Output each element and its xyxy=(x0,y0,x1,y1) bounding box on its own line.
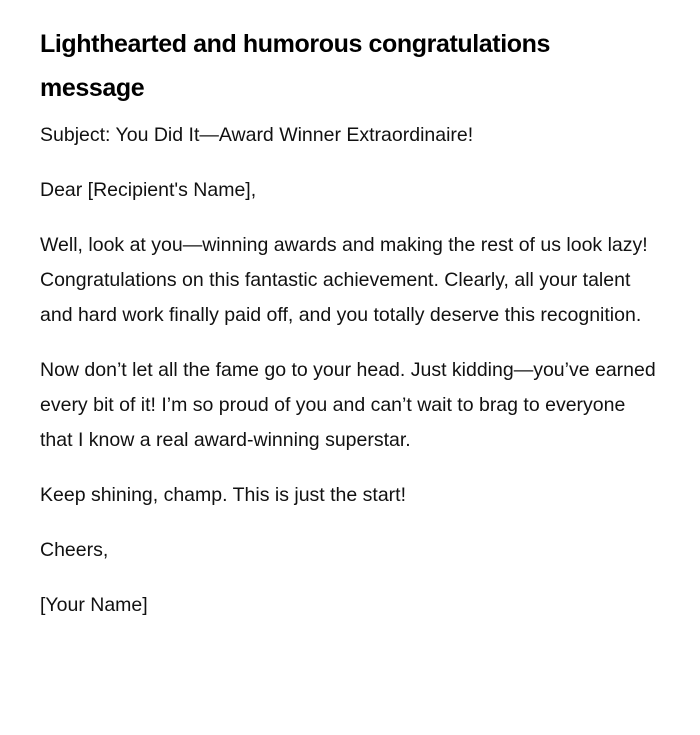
body-paragraph-2: Now don’t let all the fame go to your head. Just kidding—you’ve earned every bit of it! I’m so proud of you and can’t wait to brag to everyone that I know a real award-winning superstar. xyxy=(40,359,656,451)
signature: [Your Name] xyxy=(40,594,148,616)
closing: Cheers, xyxy=(40,539,109,561)
document-title: Lighthearted and humorous congratulations message xyxy=(40,30,551,102)
subject-line: Subject: You Did It—Award Winner Extraordinaire! xyxy=(40,124,474,146)
body-paragraph-3: Keep shining, champ. This is just the start! xyxy=(40,484,406,506)
greeting: Dear [Recipient's Name], xyxy=(40,179,257,201)
body-paragraph-1: Well, look at you—winning awards and making the rest of us look lazy! Congratulations on this fantastic achievement. Clearly, all your talent and hard work finally paid off, and you totally deserve this recognition. xyxy=(40,234,648,326)
